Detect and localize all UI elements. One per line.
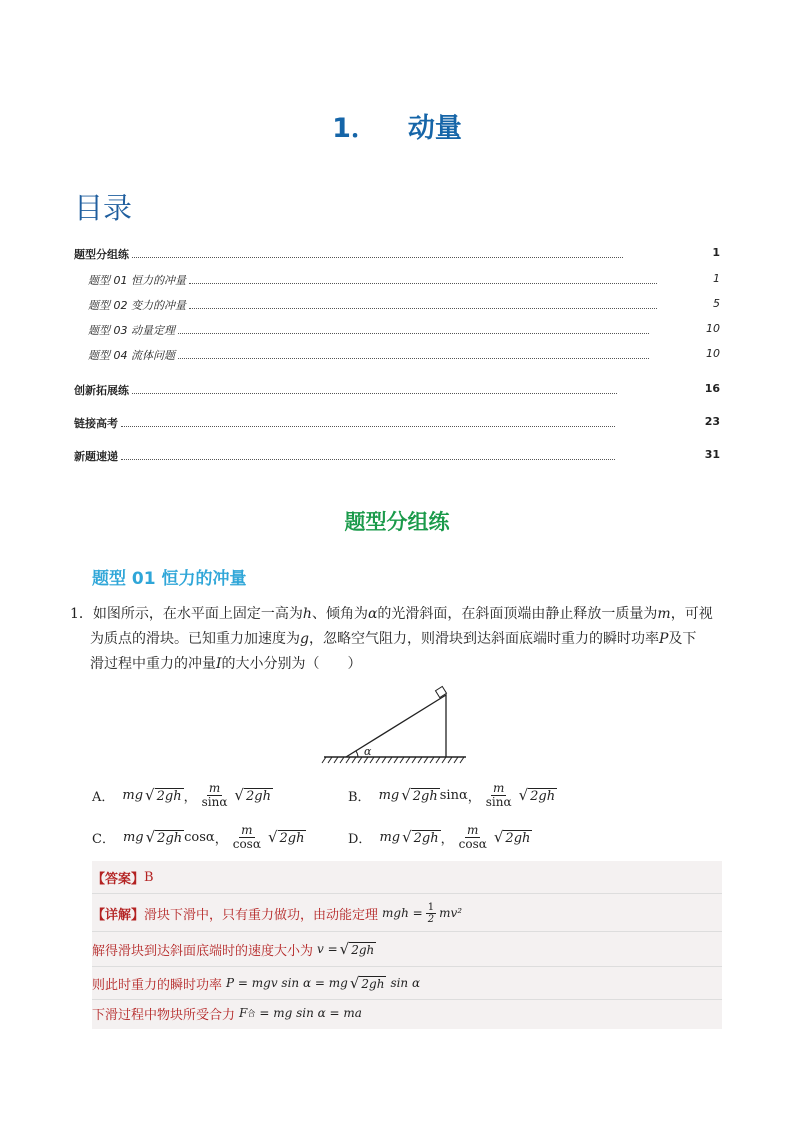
- denominator: 2: [427, 913, 435, 925]
- option-label: C．: [92, 832, 115, 847]
- radicand: 2gh: [505, 831, 531, 846]
- denominator: sinα: [201, 795, 228, 809]
- detail-tag: 【详解】: [92, 907, 145, 923]
- toc-entry-page: 1: [713, 272, 720, 285]
- toc-entry-1[interactable]: [74, 246, 626, 262]
- incline-figure: [320, 685, 470, 767]
- fraction: [484, 782, 514, 809]
- math-run: P = mgv sin α = mg: [226, 976, 348, 990]
- sqrt: √ 2gh: [267, 828, 305, 846]
- equation-2: [317, 941, 376, 958]
- detail-text: 下滑过程中物块所受合力: [92, 1007, 236, 1023]
- question-number: 1．: [70, 606, 93, 622]
- fraction: [457, 824, 489, 851]
- detail-line-4: [92, 1000, 722, 1026]
- document-title-text: 动量: [407, 113, 462, 144]
- math-run: mg: [379, 830, 401, 845]
- radicand: 2gh: [245, 789, 271, 804]
- math-var-h: h: [302, 606, 312, 622]
- question-text: [70, 602, 720, 677]
- question-text-run: 及下: [668, 631, 697, 647]
- radicand: 2gh: [413, 831, 439, 846]
- math-run: sinα: [439, 788, 468, 803]
- numerator: m: [208, 781, 221, 795]
- subscript: 合: [247, 1008, 256, 1018]
- math-var-m: m: [657, 606, 671, 622]
- sqrt: √ 2gh: [493, 828, 531, 846]
- math-var-g: g: [300, 631, 309, 647]
- option-label: A．: [92, 790, 115, 805]
- detail-text: 则此时重力的瞬时功率: [92, 977, 223, 993]
- toc-leader: [132, 392, 617, 394]
- question-text-run: 为质点的滑块。已知重力加速度为: [90, 631, 300, 647]
- option-d[interactable]: [348, 824, 532, 851]
- toc-leader: [132, 256, 623, 258]
- toc-entry-page: 1: [712, 246, 720, 259]
- document-number: 1．: [332, 113, 378, 144]
- math-run: F: [239, 1006, 248, 1020]
- toc-entry-page: 31: [704, 448, 720, 461]
- toc-entry-label: 题型 02 变力的冲量: [88, 299, 186, 312]
- numerator: m: [241, 823, 253, 837]
- denominator: sinα: [485, 795, 512, 809]
- toc-entry-5[interactable]: [88, 347, 652, 363]
- question-text-run: 的光滑斜面，在斜面顶端由静止释放一质量为: [377, 606, 658, 622]
- incline-outline: [346, 695, 446, 757]
- toc-entry-page: 16: [704, 382, 720, 395]
- ground-hatching: [322, 757, 466, 763]
- math-var-i: I: [216, 656, 222, 672]
- toc-entry-page: 5: [713, 297, 720, 310]
- toc-entry-label: 新题速递: [74, 450, 118, 463]
- radicand: 2gh: [157, 831, 183, 846]
- toc-entry-3[interactable]: [88, 297, 660, 313]
- sqrt: √ 2gh: [402, 828, 439, 846]
- radicand: 2gh: [412, 789, 438, 804]
- radicand: 2gh: [530, 789, 556, 804]
- radicand: 2gh: [279, 831, 305, 846]
- answer-divider: [92, 931, 722, 932]
- option-c[interactable]: [92, 824, 306, 851]
- toc-leader: [178, 332, 649, 334]
- toc-entry-label: 题型 04 流体问题: [88, 349, 175, 362]
- math-run: mv²: [439, 906, 463, 920]
- toc-entry-label: 链接高考: [74, 417, 118, 430]
- sqrt: √ 2gh: [339, 939, 375, 958]
- separator: ，: [183, 790, 197, 805]
- toc-leader: [189, 307, 657, 309]
- radicand: 2gh: [361, 976, 385, 991]
- toc-entry-page: 10: [706, 322, 720, 335]
- toc-entry-label: 题型 01 恒力的冲量: [88, 274, 186, 287]
- sqrt: √ 2gh: [145, 786, 182, 804]
- separator: ，: [467, 790, 481, 805]
- math-run: = mg sin α = ma: [259, 1006, 362, 1020]
- sqrt: √ 2gh: [349, 973, 385, 992]
- option-a[interactable]: [92, 782, 273, 809]
- document-title: [0, 106, 794, 145]
- fraction: [426, 902, 436, 925]
- toc-leader: [121, 425, 615, 427]
- answer-divider: [92, 893, 722, 894]
- answer-line: [92, 866, 722, 888]
- toc-leader: [178, 357, 649, 359]
- toc-entry-page: 10: [706, 347, 720, 360]
- math-var-alpha: α: [367, 606, 378, 622]
- detail-text: 解得滑块到达斜面底端时的速度大小为: [92, 943, 314, 959]
- radicand: 2gh: [156, 789, 182, 804]
- detail-line-1: [92, 898, 722, 928]
- equation-3: [226, 975, 420, 992]
- detail-text: 滑块下滑中，只有重力做功，由动能定理: [144, 907, 379, 923]
- sqrt: √ 2gh: [518, 786, 556, 804]
- question-text-run: ，可视: [670, 606, 713, 622]
- question-text-run: 如图所示，在水平面上固定一高为: [92, 606, 303, 622]
- toc-heading: 目录: [74, 191, 133, 225]
- question-text-run: 、倾角为: [311, 606, 368, 622]
- angle-label: α: [364, 745, 372, 758]
- question-line-2: [70, 627, 720, 652]
- fraction: [231, 824, 263, 851]
- question-text-run: 的大小分别为（ ）: [221, 656, 362, 672]
- detail-line-3: [92, 969, 722, 997]
- option-label: B．: [348, 790, 371, 805]
- toc-entry-6[interactable]: [74, 382, 620, 398]
- toc-leader: [121, 458, 615, 460]
- separator: ，: [440, 832, 454, 847]
- section-heading: 题型分组练: [344, 510, 450, 534]
- numerator: m: [492, 781, 505, 795]
- question-text-run: 滑过程中重力的冲量: [90, 656, 216, 672]
- answer-value: B: [144, 869, 154, 885]
- radicand: 2gh: [351, 942, 375, 957]
- toc-entry-4[interactable]: [88, 322, 652, 338]
- question-line-3: [70, 652, 720, 677]
- toc-entry-8[interactable]: [74, 448, 618, 464]
- detail-line-2: [92, 935, 722, 963]
- math-run: mg: [378, 788, 400, 803]
- separator: ，: [214, 832, 228, 847]
- math-run: sin α: [390, 976, 421, 990]
- math-run: mg: [122, 788, 144, 803]
- sqrt: √ 2gh: [401, 786, 438, 804]
- toc-leader: [189, 282, 657, 284]
- fraction: [200, 782, 230, 809]
- equation-1: [382, 902, 462, 925]
- toc-entry-label: 题型分组练: [74, 248, 129, 261]
- denominator: cosα: [232, 837, 261, 851]
- math-run: v =: [317, 942, 338, 956]
- toc-entry-2[interactable]: [88, 272, 660, 288]
- toc-entry-label: 创新拓展练: [74, 384, 129, 397]
- numerator: m: [467, 823, 479, 837]
- toc-entry-page: 23: [704, 415, 720, 428]
- subsection-heading: 题型 01 恒力的冲量: [92, 569, 247, 589]
- math-run: cosα: [184, 830, 215, 845]
- angle-arc: [356, 751, 358, 757]
- math-run: mg: [122, 830, 144, 845]
- sqrt: √ 2gh: [234, 786, 271, 804]
- option-b[interactable]: [348, 782, 557, 809]
- numerator: 1: [427, 901, 435, 913]
- sqrt: √ 2gh: [145, 828, 183, 846]
- math-var-p: P: [658, 631, 669, 647]
- option-label: D．: [348, 832, 372, 847]
- answer-tag: 【答案】: [92, 871, 145, 887]
- answer-divider: [92, 966, 722, 967]
- question-text-run: ，忽略空气阻力，则滑块到达斜面底端时重力的瞬时功率: [308, 631, 659, 647]
- denominator: cosα: [458, 837, 487, 851]
- equation-4: [239, 1006, 362, 1020]
- toc-entry-label: 题型 03 动量定理: [88, 324, 175, 337]
- toc-entry-7[interactable]: [74, 415, 618, 431]
- question-line-1: [70, 602, 720, 627]
- math-run: mgh =: [382, 906, 423, 920]
